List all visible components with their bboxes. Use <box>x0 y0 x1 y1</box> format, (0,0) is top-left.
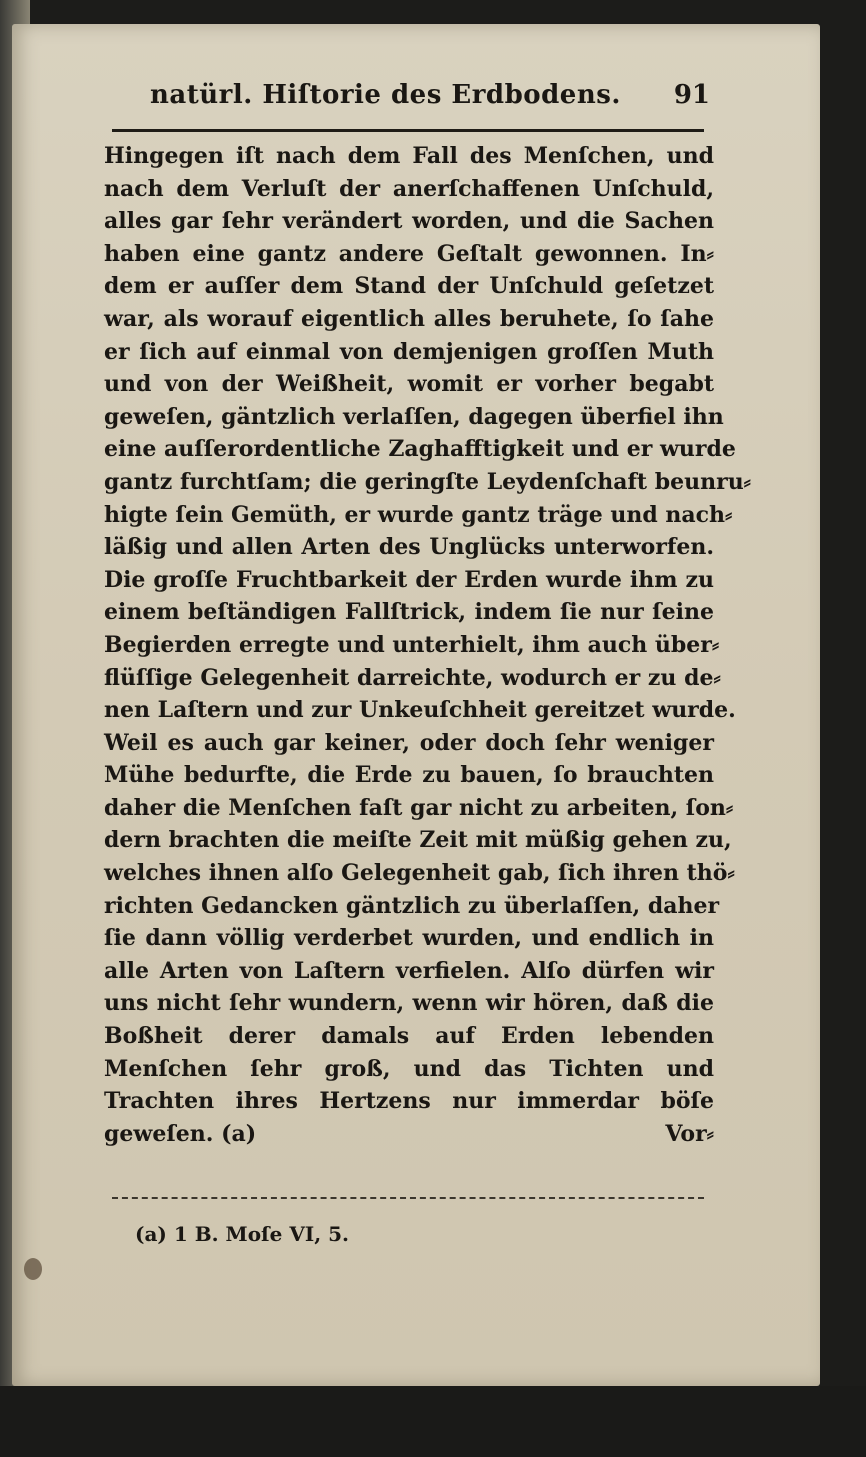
text-line: flüſſige Gelegenheit darreichte, wodurch er zu de⸗ <box>104 664 721 691</box>
text-line: Boßheit derer damals auf Erden lebenden <box>104 1023 714 1050</box>
text-line: haben eine gantz andere Geſtalt gewonnen. In⸗ <box>104 240 714 267</box>
ink-stain <box>24 1258 42 1280</box>
text-line: nen Laſtern und zur Unkeuſchheit gereitzet wurde. <box>104 697 736 724</box>
last-text-line <box>104 1118 714 1151</box>
text-line: higte ſein Gemüth, er wurde gantz träge und nach⸗ <box>104 501 733 528</box>
page-number: 91 <box>673 80 710 110</box>
text-line: eine auſſerordentliche Zaghafftigkeit und er wurde <box>104 436 736 463</box>
header-rule <box>112 129 704 132</box>
text-line: ſie dann völlig verderbet wurden, und endlich in <box>104 925 714 952</box>
text-line: Die groſſe Fruchtbarkeit der Erden wurde ihm zu <box>104 566 714 593</box>
text-line: Begierden erregte und unterhielt, ihm auch über⸗ <box>104 631 720 658</box>
text-line: alles gar ſehr verändert worden, und die Sachen <box>104 208 714 235</box>
text-line: gantz furchtſam; die geringſte Leydenſchaft beunru⸗ <box>104 468 752 495</box>
text-line: uns nicht ſehr wundern, wenn wir hören, daß die <box>104 990 714 1017</box>
text-line: geweſen, gäntzlich verlaſſen, dagegen überfiel ihn <box>104 403 724 430</box>
text-line: war, als worauf eigentlich alles beruhete, ſo ſahe <box>104 305 714 332</box>
text-line: er ſich auf einmal von demjenigen groſſen Muth <box>104 338 714 365</box>
catchword: Vor⸗ <box>665 1120 714 1147</box>
footnote-rule <box>112 1197 704 1199</box>
text-line: Trachten ihres Hertzens nur immerdar böſe <box>104 1088 714 1115</box>
scan-background <box>0 1386 866 1457</box>
text-line: welches ihnen alſo Gelegenheit gab, ſich ihren thö⸗ <box>104 860 735 887</box>
body-text <box>104 140 752 1150</box>
text-line: Hingegen iſt nach dem Fall des Menſchen, und <box>104 143 714 169</box>
text-line: nach dem Verluſt der anerſchaffenen Unſchuld, <box>104 175 714 202</box>
last-line-text: geweſen. (a) <box>104 1120 257 1147</box>
footnote: (a) 1 B. Moſe VI, 5. <box>135 1222 350 1246</box>
text-line: dern brachten die meiſte Zeit mit müßig gehen zu, <box>104 827 732 854</box>
text-line: läßig und allen Arten des Unglücks unterworfen. <box>104 534 714 561</box>
text-line: einem beſtändigen Fallſtrick, indem ſie nur ſeine <box>104 599 714 626</box>
text-line: Menſchen ſehr groß, und das Tichten und <box>104 1055 714 1082</box>
text-line: dem er auſſer dem Stand der Unſchuld geſetzet <box>104 273 714 300</box>
text-line: alle Arten von Laſtern verfielen. Alſo dürfen wir <box>104 957 714 984</box>
text-line: richten Gedancken gäntzlich zu überlaſſen, daher <box>104 892 720 919</box>
running-title: natürl. Hiſtorie des Erdbodens. <box>150 80 621 110</box>
text-line: Mühe bedurfte, die Erde zu bauen, ſo brauchten <box>104 762 714 789</box>
text-line: daher die Menſchen faſt gar nicht zu arbeiten, ſon⸗ <box>104 794 734 821</box>
text-line: und von der Weißheit, womit er vorher begabt <box>104 371 714 398</box>
text-line: Weil es auch gar keiner, oder doch ſehr weniger <box>104 729 714 756</box>
page-header <box>150 80 710 120</box>
